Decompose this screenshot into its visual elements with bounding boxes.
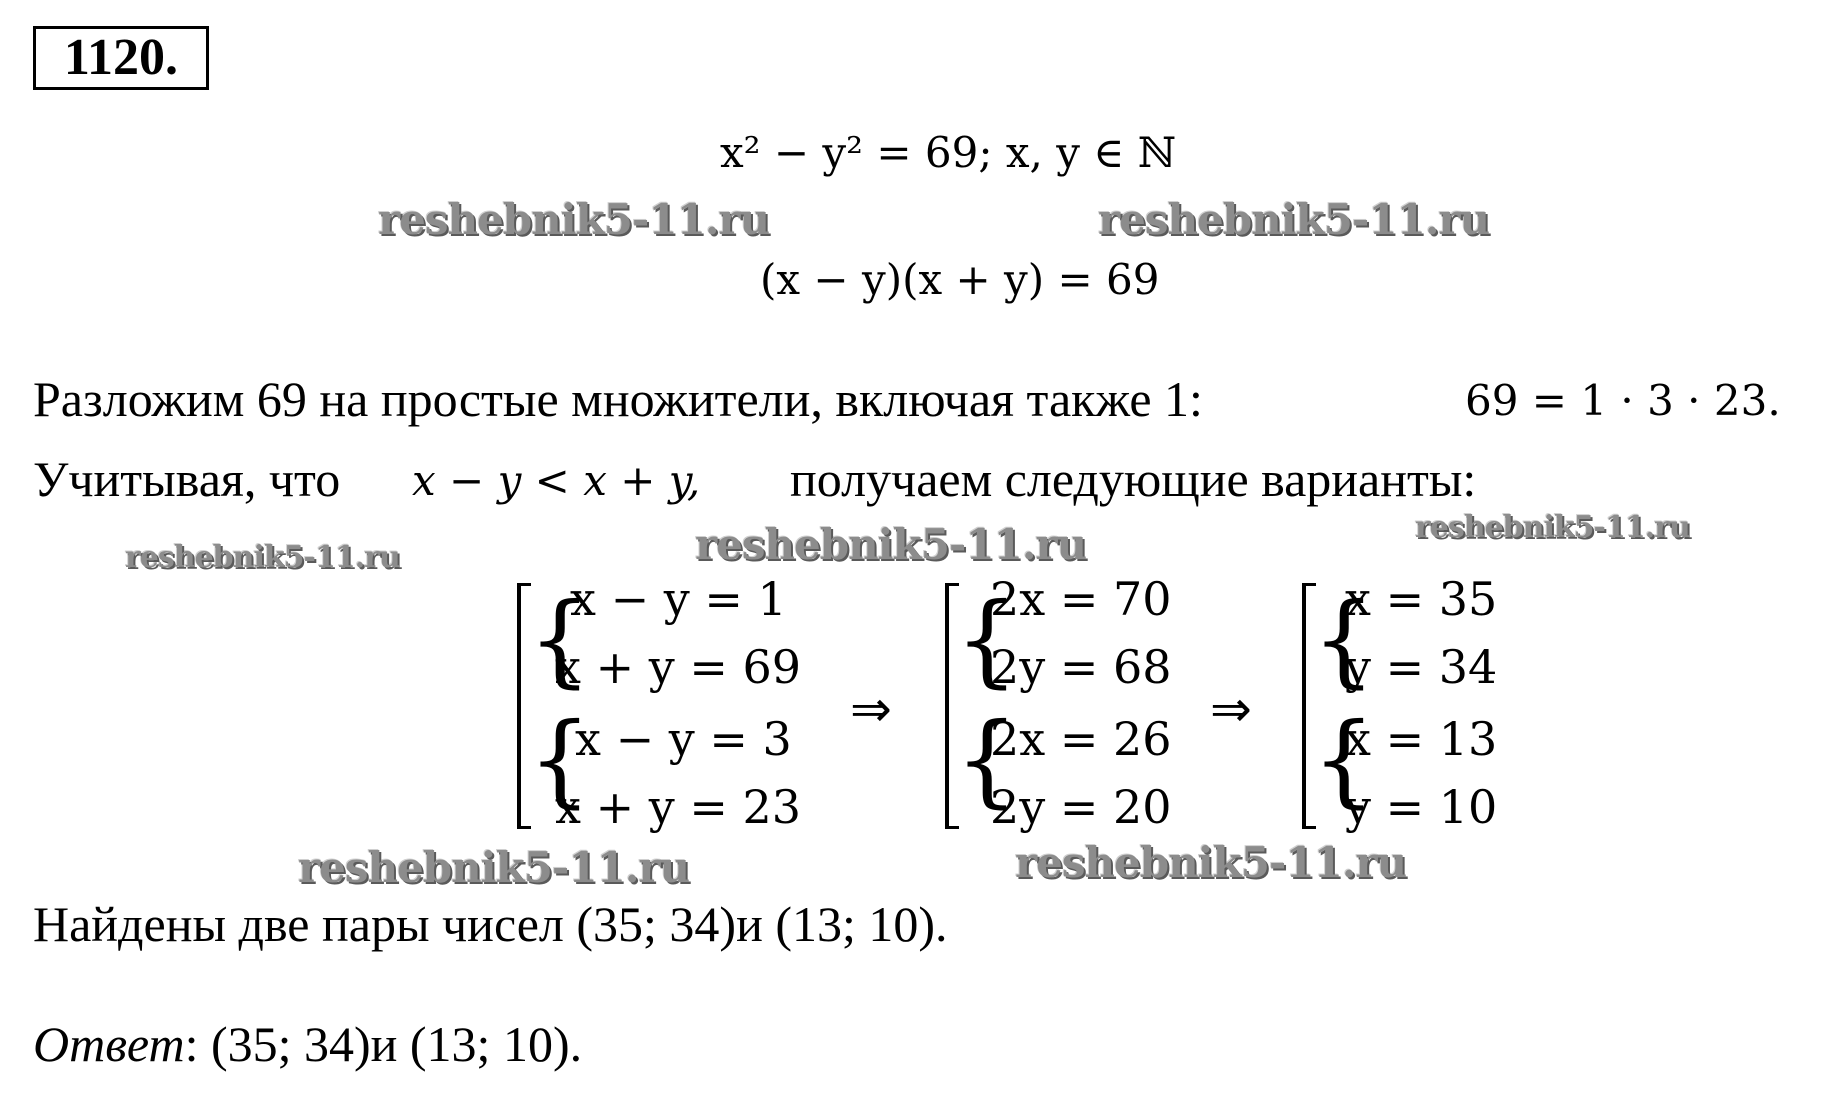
watermark-4: reshebnik5-11.ru <box>125 540 400 575</box>
sys1-eq4: x + y = 23 <box>555 780 802 834</box>
watermark-7: reshebnik5-11.ru <box>1015 838 1407 887</box>
factorization-text: Разложим 69 на простые множители, включая также 1: <box>33 371 1203 427</box>
watermark-3: reshebnik5-11.ru <box>695 520 1087 569</box>
sys2-eq4: 2y = 20 <box>990 780 1172 834</box>
brace-2b: { <box>955 701 1019 818</box>
factorization-math: 69 = 1 · 3 · 23. <box>1465 376 1781 425</box>
answer-value: : (35; 34)и (13; 10). <box>184 1016 583 1072</box>
watermark-5: reshebnik5-11.ru <box>1415 510 1690 545</box>
watermark-2: reshebnik5-11.ru <box>1098 195 1490 244</box>
brace-3a: { <box>1312 581 1376 698</box>
sys2-eq1: 2x = 70 <box>990 572 1172 626</box>
sys3-eq2: y = 34 <box>1345 640 1498 694</box>
implies-arrow-2: ⇒ <box>1210 680 1252 738</box>
sys3-eq3: x = 13 <box>1345 712 1498 766</box>
equation-factored: (x − y)(x + y) = 69 <box>760 255 1160 304</box>
brace-3b: { <box>1312 701 1376 818</box>
answer-label: Ответ <box>33 1016 185 1072</box>
answer-line <box>33 1015 582 1073</box>
sys3-eq4: y = 10 <box>1345 780 1498 834</box>
condition-text-start: Учитывая, что <box>33 451 341 507</box>
condition-text-end: получаем следующие варианты: <box>790 451 1477 507</box>
implies-arrow-1: ⇒ <box>850 680 892 738</box>
problem-number: 1120. <box>33 26 209 90</box>
sys3-eq1: x = 35 <box>1345 572 1498 626</box>
result-text: Найдены две пары чисел (35; 34)и (13; 10). <box>33 896 948 952</box>
sys1-eq2: x + y = 69 <box>555 640 802 694</box>
sys1-eq1: x − y = 1 <box>570 572 787 626</box>
equation-main: x² − y² = 69; x, y ∈ ℕ <box>720 128 1177 177</box>
sys1-eq3: x − y = 3 <box>575 712 792 766</box>
sys2-eq2: 2y = 68 <box>990 640 1172 694</box>
brace-2a: { <box>955 581 1019 698</box>
watermark-1: reshebnik5-11.ru <box>378 195 770 244</box>
sys2-eq3: 2x = 26 <box>990 712 1172 766</box>
brace-1a: { <box>528 581 592 698</box>
condition-math: x − y < x + y, <box>412 456 701 505</box>
brace-1b: { <box>528 701 592 818</box>
watermark-6: reshebnik5-11.ru <box>298 843 690 892</box>
